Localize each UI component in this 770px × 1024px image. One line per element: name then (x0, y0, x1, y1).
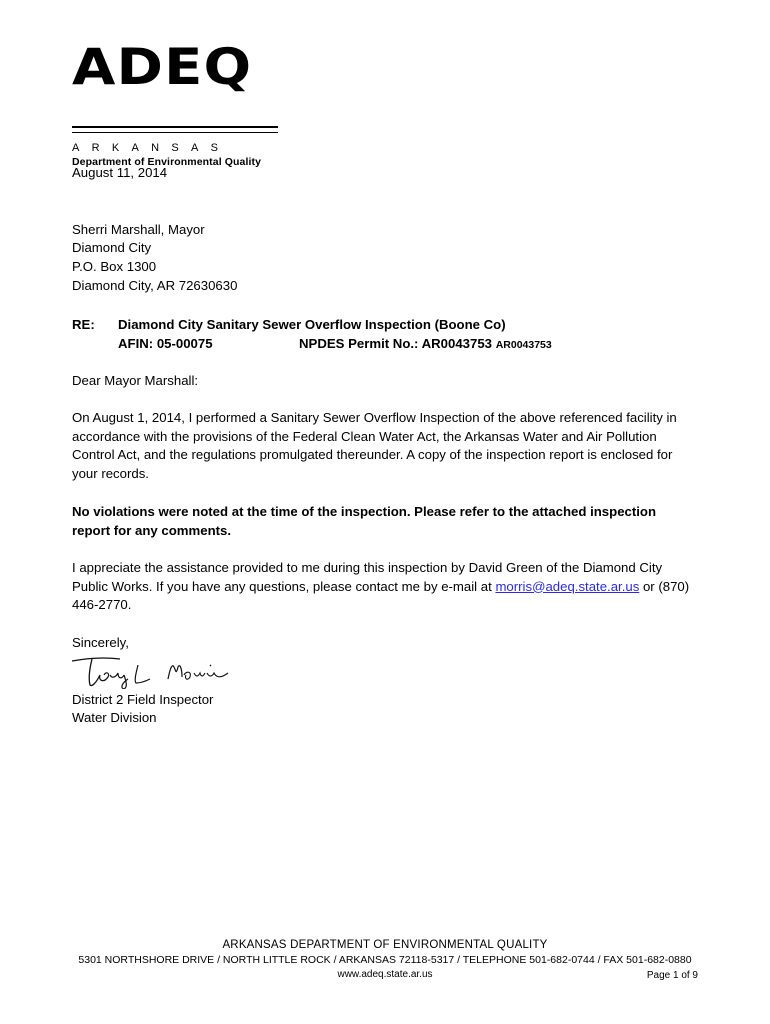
footer-address: 5301 NORTHSHORE DRIVE / NORTH LITTLE ROCK / ARKANSAS 72118-5317 / TELEPHONE 501-682-0744 / FAX 501-682-0880 (78, 954, 692, 966)
footer-website[interactable]: www.adeq.state.ar.us (337, 969, 433, 980)
handwritten-signature (70, 655, 230, 689)
logo-state: ARKANSAS (72, 142, 231, 154)
page-number: Page 1 of 9 (646, 970, 698, 981)
adeq-logo (72, 38, 282, 168)
recipient-org: Diamond City (72, 240, 152, 255)
salutation: Dear Mayor Marshall: (72, 373, 199, 388)
subject-label: RE: (72, 317, 95, 332)
recipient-city: Diamond City, AR 72630630 (72, 278, 238, 293)
logo-rule-thin (72, 132, 278, 133)
footer-agency: ARKANSAS DEPARTMENT OF ENVIRONMENTAL QUALITY (222, 939, 548, 951)
body-paragraph-1: On August 1, 2014, I performed a Sanitary Sewer Overflow Inspection of the above referenced facility in accordance with the provisions of the Federal Clean Water Act, the Arkansas Water and Air Pollution Control Act, and the regulations promulgated thereunder. A copy of the inspection report is enclosed for your records. (72, 410, 677, 482)
npdes-permit-repeat: AR0043753 (495, 339, 552, 351)
recipient-po-box: P.O. Box 1300 (72, 259, 157, 274)
subject-afin: AFIN: 05-00075 (118, 336, 213, 351)
paragraph-3-text: I appreciate the assistance provided to me during this inspection by David Green of the Diamond City Public Works. If you have any questions, please contact me by e-mail at (72, 560, 663, 594)
email-link[interactable]: morris@adeq.state.ar.us (495, 578, 640, 594)
subject-npdes (299, 335, 552, 355)
paragraph-3-phone: or (870) 446-2770. (72, 578, 690, 613)
body-paragraph-2: No violations were noted at the time of the inspection. Please refer to the attached inspection report for any comments. (72, 504, 657, 538)
logo-rule (72, 126, 278, 128)
recipient-name: Sherri Marshall, Mayor (72, 222, 205, 237)
letter-date: August 11, 2014 (72, 165, 168, 180)
signer-division: Water Division (72, 710, 157, 725)
closing: Sincerely, (72, 635, 129, 650)
subject-title: Diamond City Sanitary Sewer Overflow Inspection (Boone Co) (118, 317, 506, 332)
npdes-permit: NPDES Permit No.: AR0043753 (299, 336, 493, 351)
signer-title: District 2 Field Inspector (72, 692, 214, 707)
logo-wordmark: ADEQ (72, 38, 253, 96)
logo-department: Department of Environmental Quality (72, 156, 262, 168)
body-paragraph-3 (72, 559, 696, 615)
